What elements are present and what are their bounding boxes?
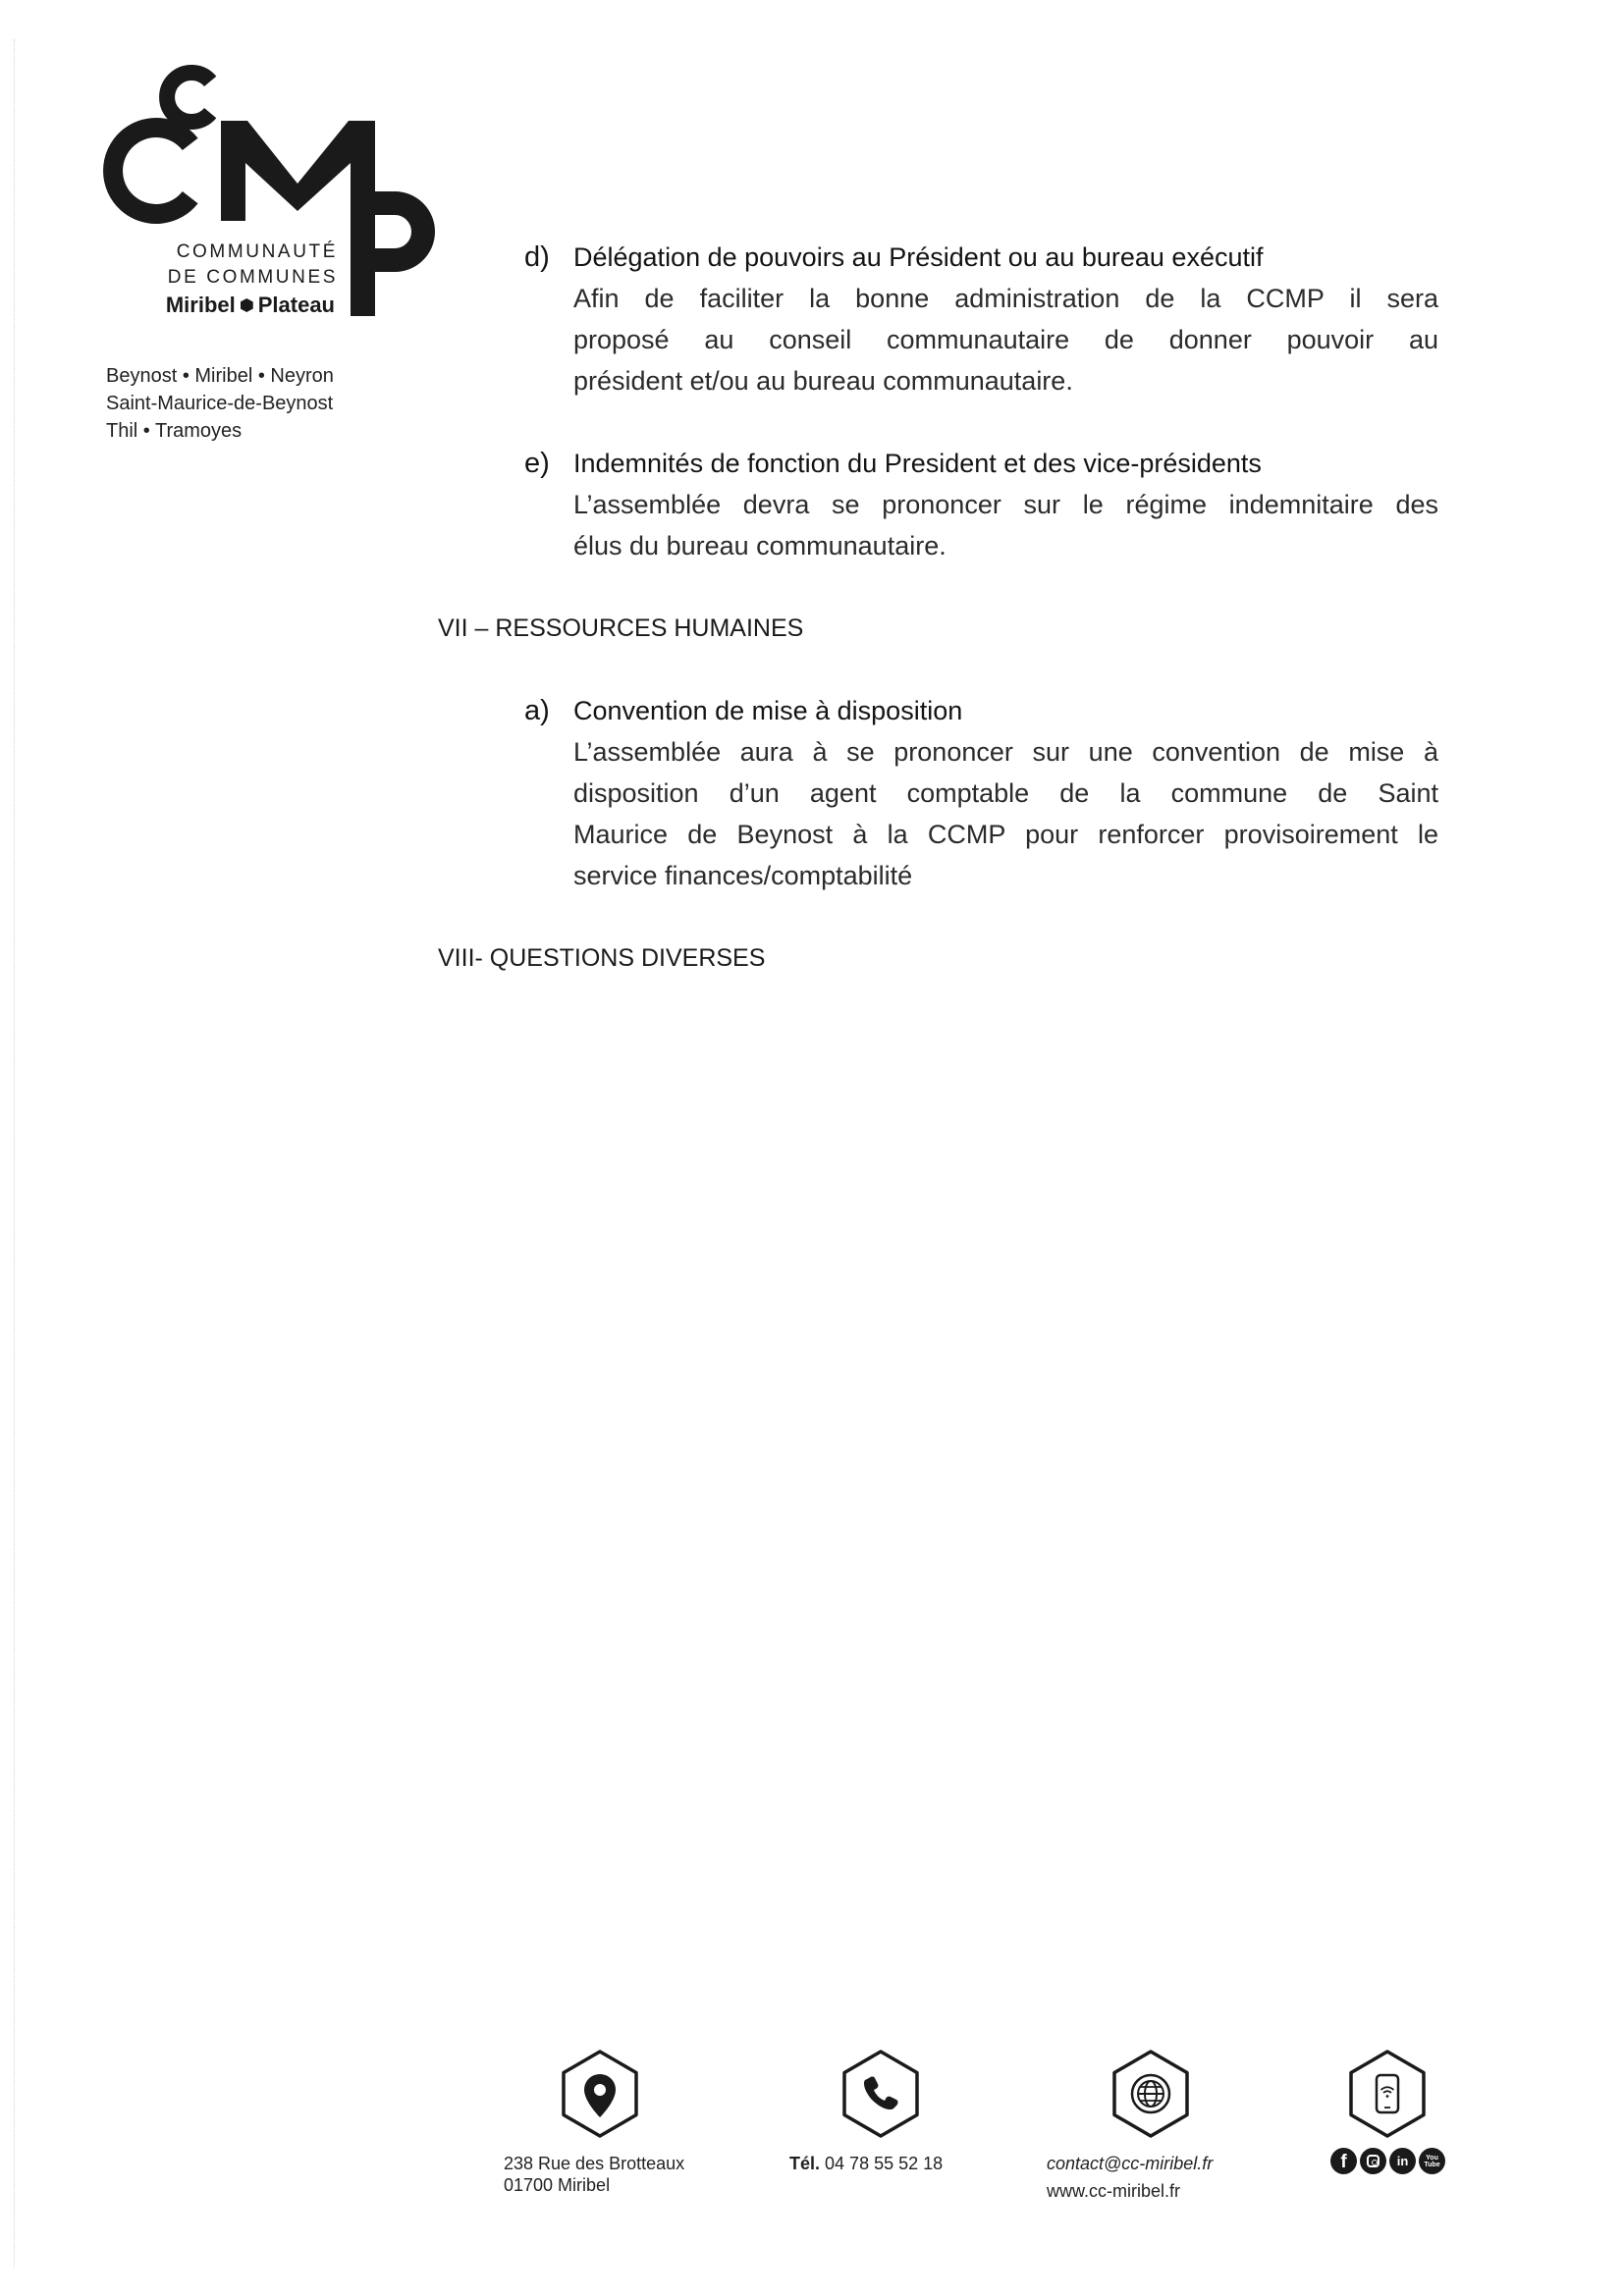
linkedin-glyph: in [1396,2154,1409,2168]
agenda-item-title: Indemnités de fonction du President et des vice-présidents [573,449,1262,478]
footer-phone [789,2153,943,2174]
contact-email: contact@cc-miribel.fr [1047,2154,1214,2173]
agenda-item-body [573,278,1438,401]
section-heading-viii: VIII- QUESTIONS DIVERSES [438,944,766,972]
address-line: 238 Rue des Brotteaux [504,2154,685,2173]
instagram-lens [1372,2160,1378,2165]
phone-number: 04 78 55 52 18 [825,2154,944,2173]
agenda-item-title-row [524,443,1449,484]
agenda-item-title: Délégation de pouvoirs au Président ou au bureau exécutif [573,242,1264,272]
agenda-item-letter: e) [524,448,550,479]
facebook-glyph: f [1340,2152,1347,2172]
logo-letter-c-large [113,128,190,214]
hexagon-dot-icon [241,298,253,312]
agenda-item-body [573,731,1438,896]
body-line: service finances/comptabilité [573,861,913,890]
communes-line: Saint-Maurice-de-Beynost [106,393,334,414]
agenda-content [438,237,1449,1020]
footer-contact [1047,2153,1213,2202]
youtube-icon [1419,2148,1445,2174]
body-line: L’assemblée devra se prononcer sur le régime indemnitaire des [573,490,1438,519]
member-communes [106,362,334,445]
logo-text-communaute: COMMUNAUTÉ [176,241,338,262]
body-line: Afin de faciliter la bonne administration de la CCMP il sera [573,284,1438,313]
phone-icon [841,2049,920,2139]
phone-label: Tél. [789,2154,821,2173]
address-line: 01700 Miribel [504,2175,611,2195]
logo-name-miribel: Miribel [165,293,236,317]
logo-text-de-communes: DE COMMUNES [167,267,338,288]
agenda-item-e [524,443,1449,566]
agenda-item-letter: a) [524,695,550,726]
body-line: président et/ou au bureau communautaire. [573,366,1073,396]
instagram-icon [1360,2148,1386,2174]
agenda-item-d [524,237,1449,401]
globe-icon [1111,2049,1190,2139]
agenda-item-title: Convention de mise à disposition [573,696,963,725]
communes-line: Beynost • Miribel • Neyron [106,365,334,387]
body-line: disposition d’un agent comptable de la commune de Saint [573,778,1438,808]
facebook-icon [1330,2148,1357,2174]
youtube-glyph-top: You [1426,2154,1438,2162]
footer-address [504,2153,684,2196]
agenda-item-a [524,690,1449,896]
instagram-frame [1367,2155,1380,2167]
body-line: proposé au conseil communautaire de donner pouvoir au [573,325,1438,354]
body-line: Maurice de Beynost à la CCMP pour renforcer provisoirement le [573,820,1438,849]
agenda-item-body [573,484,1438,566]
scan-edge-mark [14,39,15,2268]
body-line: élus du bureau communautaire. [573,531,947,561]
social-icons [1330,2148,1445,2174]
location-pin-icon [561,2049,639,2139]
agenda-item-letter: d) [524,241,550,273]
agenda-item-title-row [524,237,1449,278]
communes-line: Thil • Tramoyes [106,420,243,442]
linkedin-icon [1389,2148,1416,2174]
body-line: L’assemblée aura à se prononcer sur une convention de mise à [573,737,1438,767]
website-address: www.cc-miribel.fr [1047,2181,1181,2201]
agenda-item-title-row [524,690,1449,731]
smartphone-wifi-icon [1348,2049,1427,2139]
youtube-glyph-bottom: Tube [1424,2161,1440,2168]
logo-letter-c-small [167,73,210,122]
section-heading-vii: VII – RESSOURCES HUMAINES [438,614,804,642]
logo-name-plateau: Plateau [257,293,335,317]
logo-name [118,293,335,318]
